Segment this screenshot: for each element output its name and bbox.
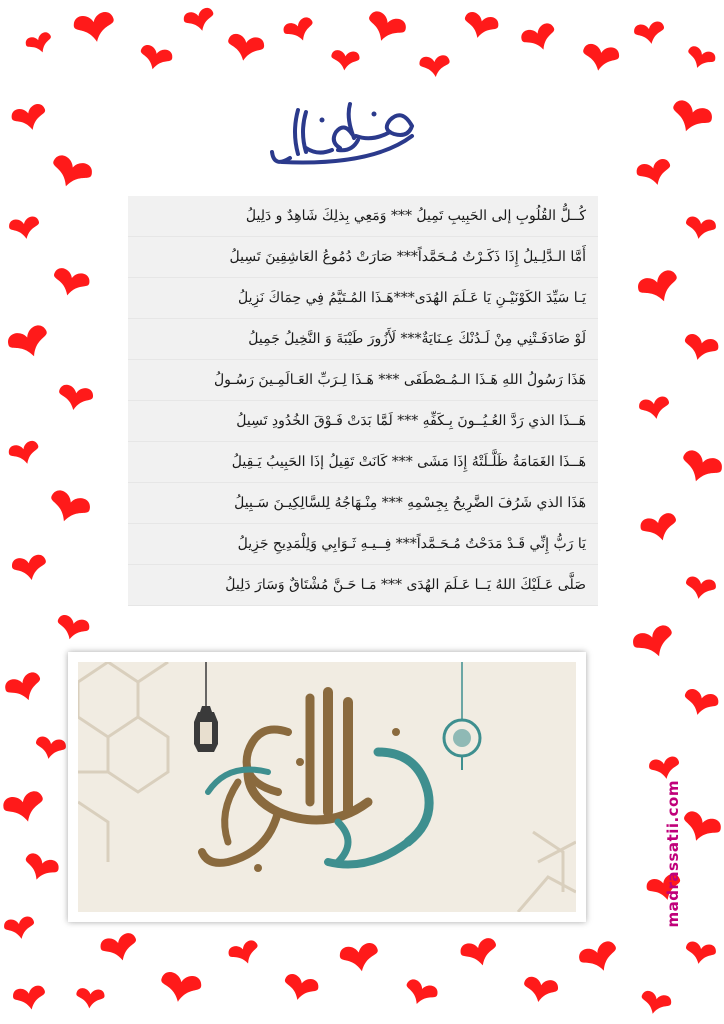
heart-icon <box>281 972 320 1004</box>
heart-icon <box>635 157 674 189</box>
calligraphy-banner-image <box>68 652 586 922</box>
heart-icon <box>459 936 501 970</box>
heart-icon <box>56 384 94 413</box>
heart-icon <box>45 488 93 528</box>
heart-icon <box>667 98 715 138</box>
heart-icon <box>363 9 408 47</box>
title-calligraphy-logo <box>262 96 432 176</box>
heart-icon <box>11 554 49 583</box>
banner-artwork <box>78 662 576 912</box>
heart-icon <box>338 942 380 975</box>
heart-icon <box>419 55 451 79</box>
heart-icon <box>3 670 46 706</box>
heart-icon <box>633 21 666 47</box>
watermark-text: madrassatii.com <box>664 780 682 928</box>
banner-calligraphy <box>202 692 429 865</box>
heart-icon <box>282 15 318 45</box>
heart-icon <box>182 6 217 34</box>
heart-icon <box>684 941 717 967</box>
poem-line: هَــذَا الذي رَدَّ العُـيُــونَ بِـكَفِّهِ *** لَمَّا بَدَتْ فَـوْقَ الخُدُودِ تَسِيلُ <box>128 401 598 442</box>
heart-icon <box>34 736 67 762</box>
heart-icon <box>519 21 559 55</box>
poem-line: كُــلُّ القُلُوبِ إلى الحَبِيبِ تَمِيلُ *** وَمَعِي بِذلِكَ شَاهِدٌ و دَلِيلُ <box>128 196 598 237</box>
poem-text-block <box>128 196 598 606</box>
poem-line: أَمَّا الـدَّلِـيلُ إِذَا ذَكَـرْتُ مُـحَمَّداً*** صَارَتْ دُمُوعُ العَاشِقِينَ تَسِيلُ <box>128 237 598 278</box>
poem-line: هَذَا رَسُولُ اللهِ هَـذَا الـمُـصْطَفَى *** هَـذَا لِـرَبِّ العَـالَمِـينَ رَسُـولُ <box>128 360 598 401</box>
heart-icon <box>631 623 679 663</box>
heart-icon <box>684 45 717 73</box>
heart-icon <box>461 10 500 42</box>
heart-icon <box>638 989 673 1017</box>
poem-line: يَـا سَيِّدَ الكَوْنَيْـنِ يَا عَـلَمَ الهُدَى***هَـذَا المُـتَيَّمُ فِي حِمَاكَ نَزِيلُ <box>128 278 598 319</box>
heart-icon <box>20 851 60 885</box>
lantern-icon <box>194 662 218 752</box>
heart-icon <box>648 756 681 782</box>
poem-line: يَا رَبُّ إِنِّي قَـدْ مَدَحْتُ مُـحَـمَّداً*** فِــيـهِ ثَـوَابِي وَلِلْمَدِيحِ جَزِيلُ <box>128 524 598 565</box>
heart-icon <box>1 789 47 827</box>
heart-icon <box>639 511 681 545</box>
heart-icon <box>580 43 620 74</box>
heart-icon <box>158 971 203 1006</box>
poem-line: هَــذَا الغَمَامَةُ ظَلَّـلَتْهُ إِذَا مَشَى *** كَانَتْ تَقِيلُ إذَا الحَبِيبُ يَـقِيلُ <box>128 442 598 483</box>
heart-icon <box>54 613 91 643</box>
heart-icon <box>638 396 671 422</box>
heart-icon <box>330 50 360 72</box>
heart-icon <box>402 977 440 1009</box>
heart-icon <box>7 439 42 467</box>
poem-line: هَذَا الذي شَرُفَ الضَّرِيحُ بِجِسْمِهِ *** مِنْـهَاجُهُ لِلسَّالِكِيـنَ سَـبِيلُ <box>128 483 598 524</box>
heart-icon <box>225 33 265 64</box>
heart-icon <box>10 102 49 134</box>
heart-icon <box>678 809 723 847</box>
poem-line: صَلَّى عَـلَيْكَ اللهُ يَــا عَـلَمَ الهُدَى *** مَـا حَـنَّ مُشْتَاقٌ وَسَارَ دَلِيلُ <box>128 565 598 606</box>
heart-icon <box>6 323 54 363</box>
heart-icon <box>681 687 720 719</box>
heart-icon <box>8 216 41 242</box>
heart-icon <box>681 332 720 364</box>
poem-line: لَوْ صَادَفَـتْنِي مِنْ لَـدُنْكَ عِـنَايَةٌ*** لَأَزُورَ طَيْبَةَ وَ النَّخِيلُ جَمِيلُ <box>128 319 598 360</box>
heart-icon <box>684 576 717 602</box>
heart-icon <box>684 216 717 242</box>
heart-icon <box>227 938 263 968</box>
heart-icon <box>521 976 559 1005</box>
heart-icon <box>137 43 174 73</box>
heart-icon <box>3 916 36 942</box>
ornament-icon <box>444 662 480 770</box>
heart-icon <box>677 448 724 488</box>
heart-icon <box>636 268 684 308</box>
heart-icon <box>47 153 95 193</box>
heart-icon <box>75 988 105 1010</box>
heart-icon <box>50 266 92 300</box>
heart-icon <box>99 931 141 965</box>
heart-icon <box>24 31 55 57</box>
heart-icon <box>12 985 48 1013</box>
heart-icon <box>577 939 622 977</box>
heart-icon <box>72 11 117 46</box>
